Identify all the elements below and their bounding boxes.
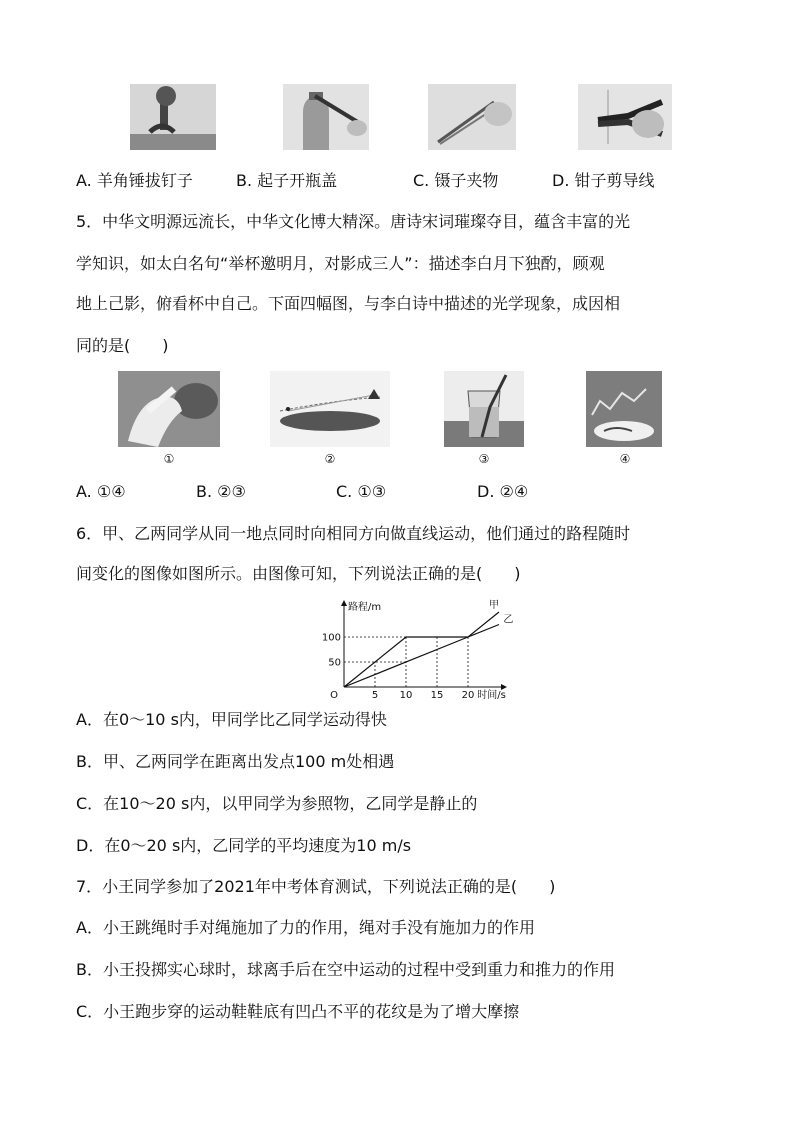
q4-option-b-text: 起子开瓶盖 — [257, 171, 338, 190]
q5-option-c[interactable] — [336, 482, 386, 502]
q5-option-c-letter: C. — [336, 482, 353, 501]
origin-label: O — [330, 690, 338, 701]
q5-text-line-3: 地上己影，俯看杯中自己。下面四幅图，与李白诗中描述的光学现象，成因相 — [76, 294, 621, 313]
distance-time-chart — [321, 598, 514, 701]
q5-option-b[interactable] — [196, 482, 246, 502]
q4-option-c-letter: C. — [413, 171, 430, 190]
x-tick-label: 15 — [430, 690, 444, 701]
series-label-2: 乙 — [503, 614, 514, 626]
figure-caption-4: ④ — [619, 452, 631, 466]
q6-option-b[interactable]: B．甲、乙两同学在距离出发点100 m处相遇 — [76, 752, 395, 771]
x-tick-label: 10 — [399, 690, 413, 701]
q7-option-a[interactable]: A．小王跳绳时手对绳施加了力的作用，绳对手没有施加力的作用 — [76, 918, 535, 937]
q7-option-b[interactable]: B．小王投掷实心球时，球离手后在空中运动的过程中受到重力和推力的作用 — [76, 960, 615, 979]
x-tick-label: 20 — [461, 690, 475, 701]
tweezers-photo — [428, 84, 516, 150]
q6-option-a[interactable]: A．在0～10 s内，甲同学比乙同学运动得快 — [76, 710, 387, 729]
bent-chopstick-reflection-photo — [586, 371, 662, 447]
q5-option-a[interactable] — [76, 482, 126, 502]
q5-text-line-2: 学知识，如太白名句“举杯邀明月，对影成三人”：描述李白月下独酌，顾观 — [76, 254, 605, 273]
q6-text-line-2: 间变化的图像如图所示。由图像可知，下列说法正确的是( ) — [76, 564, 521, 583]
series-line-1 — [344, 612, 499, 687]
q4-option-b-letter: B. — [236, 171, 253, 190]
q4-option-a-letter: A. — [76, 171, 92, 190]
q4-option-d[interactable] — [552, 171, 655, 191]
q5-option-d-letter: D. — [477, 482, 495, 501]
q5-option-d-text: ②④ — [499, 482, 529, 501]
hammer-pulling-nail-photo — [130, 84, 216, 150]
q4-option-a[interactable] — [76, 171, 193, 191]
bottle-opener-photo — [283, 84, 369, 150]
series-line-2 — [344, 625, 499, 688]
q5-option-a-letter: A. — [76, 482, 92, 501]
q6-text-line-1: 6．甲、乙两同学从同一地点同时向相同方向做直线运动，他们通过的路程随时 — [76, 524, 631, 543]
straw-in-glass-photo — [444, 371, 524, 447]
y-axis-label: 路程/m — [348, 602, 382, 613]
q5-option-d[interactable] — [477, 482, 528, 502]
figure-caption-2: ② — [324, 452, 336, 466]
q4-option-a-text: 羊角锤拔钉子 — [96, 171, 193, 190]
q4-option-d-text: 钳子剪导线 — [574, 171, 655, 190]
q4-option-c-text: 镊子夹物 — [434, 171, 499, 190]
x-tick-label: 5 — [371, 690, 379, 701]
y-axis-arrow — [341, 600, 347, 606]
q5-text-line-4: 同的是( ) — [76, 336, 169, 355]
q5-text-line-1: 5．中华文明源远流长，中华文化博大精深。唐诗宋词璀璨夺目，蕴含丰富的光 — [76, 212, 631, 231]
hand-shadow-photo — [118, 371, 220, 447]
q6-option-c[interactable]: C．在10～20 s内，以甲同学为参照物，乙同学是静止的 — [76, 794, 478, 813]
q4-option-c[interactable] — [413, 171, 498, 191]
q5-option-c-text: ①③ — [357, 482, 387, 501]
figure-caption-3: ③ — [478, 452, 490, 466]
q4-option-d-letter: D. — [552, 171, 570, 190]
q7-option-c[interactable]: C．小王跑步穿的运动鞋鞋底有凹凸不平的花纹是为了增大摩擦 — [76, 1002, 520, 1021]
y-tick-label: 50 — [328, 657, 341, 669]
q5-option-b-text: ②③ — [217, 482, 246, 501]
pliers-cutting-wire-photo — [578, 84, 672, 150]
figure-caption-1: ① — [163, 452, 175, 466]
series-label-1: 甲 — [489, 600, 500, 611]
q7-text-line-1: 7．小王同学参加了2021年中考体育测试，下列说法正确的是( ) — [76, 877, 556, 896]
q6-option-d[interactable]: D．在0～20 s内，乙同学的平均速度为10 m/s — [76, 836, 412, 855]
y-tick-label: 100 — [321, 632, 341, 644]
q5-option-b-letter: B. — [196, 482, 213, 501]
x-axis-label: 时间/s — [477, 690, 506, 701]
q5-option-a-text: ①④ — [96, 482, 126, 501]
mirage-photo — [270, 371, 390, 447]
q4-option-b[interactable] — [236, 171, 337, 191]
